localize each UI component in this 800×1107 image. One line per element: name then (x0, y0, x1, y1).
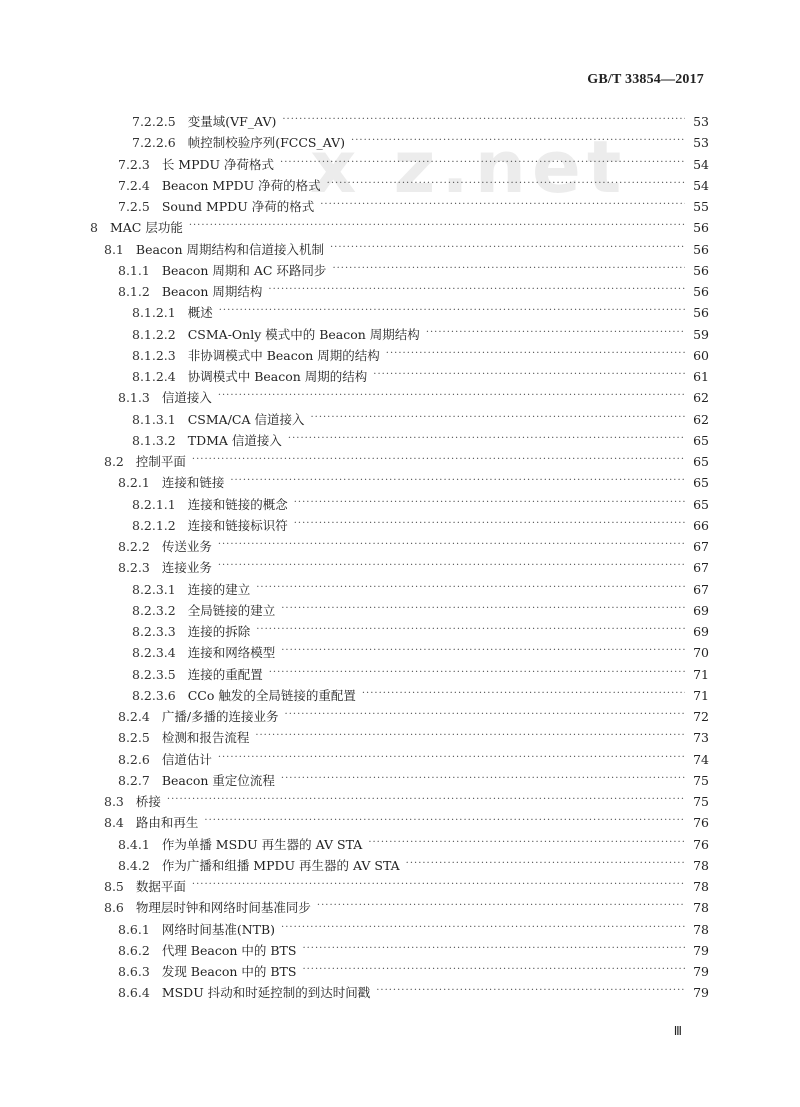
toc-entry-number: 8.2.2 (118, 539, 150, 554)
toc-leader-dots (218, 751, 685, 765)
toc-entry[interactable] (132, 363, 709, 384)
toc-leader-dots (302, 963, 685, 977)
toc-entry-page: 76 (693, 836, 709, 852)
toc-leader-dots (281, 921, 685, 935)
toc-entry[interactable] (118, 916, 709, 937)
toc-leader-dots (256, 623, 685, 637)
toc-leader-dots (218, 538, 685, 552)
toc-entry[interactable] (132, 639, 709, 660)
toc-entry-title: 概述 (187, 305, 213, 321)
toc-leader-dots (386, 347, 685, 361)
toc-entry-number: 8.5 (104, 879, 124, 894)
toc-entry-title: 物理层时钟和网络时间基准同步 (135, 900, 311, 916)
toc-entry-number: 8.4.2 (118, 857, 150, 873)
toc-leader-dots (373, 368, 685, 382)
toc-leader-dots (406, 857, 685, 871)
toc-entry-title: 检测和报告流程 (161, 730, 250, 746)
toc-entry-number: 8.1 (104, 241, 124, 257)
toc-entry-number: 8.2.3.6 (132, 687, 176, 703)
toc-entry-page: 69 (693, 624, 709, 639)
toc-leader-dots (288, 432, 685, 446)
toc-entry-number: 8.2.6 (118, 751, 150, 767)
toc-entry-number: 8.1.2.4 (132, 369, 176, 384)
toc-leader-dots (167, 793, 685, 807)
toc-entry-number: 8.2.7 (118, 772, 150, 788)
watermark: x z.net (310, 125, 628, 209)
toc-entry-number: 8.6.1 (118, 921, 150, 937)
toc-entry-number: 7.2.2.6 (132, 135, 176, 151)
toc-leader-dots (255, 729, 685, 743)
toc-entry-title: MAC 层功能 (109, 220, 183, 236)
toc-entry-title: 变量域(VF_AV) (187, 114, 277, 129)
toc-entry[interactable] (118, 937, 709, 958)
toc-entry[interactable] (118, 979, 709, 1000)
toc-entry-title: 连接业务 (161, 560, 212, 576)
toc-leader-dots (204, 814, 685, 828)
toc-entry[interactable] (118, 831, 709, 852)
toc-entry[interactable] (104, 809, 709, 830)
toc-entry-page: 67 (693, 581, 709, 597)
toc-entry-page: 53 (693, 135, 709, 151)
toc-leader-dots (302, 942, 685, 956)
toc-leader-dots (269, 666, 685, 680)
toc-entry-number: 8.6 (104, 900, 124, 916)
toc-entry-number: 7.2.2.5 (132, 114, 176, 129)
toc-entry-page: 75 (693, 772, 709, 788)
toc-entry-page: 62 (693, 390, 709, 406)
toc-entry-page: 53 (693, 114, 709, 129)
toc-entry-page: 55 (693, 199, 709, 214)
toc-entry-title: TDMA 信道接入 (187, 432, 282, 448)
toc-entry-page: 67 (693, 560, 709, 576)
toc-entry-number: 8.2.5 (118, 730, 150, 746)
toc-entry[interactable] (132, 512, 709, 533)
toc-entry-page: 75 (693, 794, 709, 809)
toc-entry-title: 广播/多播的连接业务 (161, 709, 279, 724)
toc-entry[interactable] (104, 788, 709, 809)
toc-entry[interactable] (132, 108, 709, 129)
toc-entry-title: 连接和链接 (161, 475, 225, 491)
toc-entry-page: 79 (693, 964, 709, 979)
toc-entry-title: Beacon MPDU 净荷的格式 (161, 177, 321, 193)
toc-entry-number: 7.2.5 (118, 199, 150, 214)
toc-entry[interactable] (132, 427, 709, 448)
toc-entry-number: 7.2.4 (118, 177, 150, 193)
toc-leader-dots (268, 283, 685, 297)
toc-entry-title: Sound MPDU 净荷的格式 (161, 199, 315, 214)
toc-entry[interactable] (118, 257, 709, 278)
toc-entry-title: 非协调模式中 Beacon 周期的结构 (187, 347, 380, 363)
toc-entry-number: 7.2.3 (118, 156, 150, 172)
toc-entry-page: 78 (693, 879, 709, 894)
toc-entry[interactable] (104, 236, 709, 257)
toc-entry-page: 71 (693, 687, 709, 703)
toc-leader-dots (218, 389, 685, 403)
toc-entry-number: 8.1.2 (118, 284, 150, 299)
toc-leader-dots (332, 262, 685, 276)
toc-entry-number: 8.2.3 (118, 560, 150, 576)
toc-entry-number: 8.4.1 (118, 836, 150, 852)
toc-entry-page: 78 (693, 857, 709, 873)
toc-entry-number: 8.1.2.2 (132, 326, 176, 342)
toc-entry-number: 8.2.4 (118, 709, 150, 724)
toc-entry-number: 8.2.3.2 (132, 602, 176, 618)
toc-entry-page: 73 (693, 730, 709, 746)
toc-entry[interactable] (118, 151, 709, 172)
toc-entry-title: 路由和再生 (135, 815, 199, 831)
toc-entry-page: 78 (693, 900, 709, 916)
toc-leader-dots (281, 602, 685, 616)
toc-entry-page: 56 (693, 305, 709, 321)
toc-entry[interactable] (132, 299, 709, 320)
toc-entry-page: 79 (693, 942, 709, 958)
toc-leader-dots (368, 836, 685, 850)
page-number: Ⅲ (673, 1024, 682, 1038)
toc-entry-number: 8.2.1.2 (132, 517, 176, 533)
standard-code: GB/T 33854—2017 (587, 72, 704, 87)
toc-entry-title: Beacon 周期结构 (161, 284, 263, 299)
toc-entry-number: 8 (90, 220, 98, 236)
toc-leader-dots (192, 878, 685, 892)
toc-entry-page: 59 (693, 326, 709, 342)
toc-entry-number: 8.1.2.3 (132, 347, 176, 363)
toc-entry-page: 79 (693, 985, 709, 1001)
toc-entry-number: 8.1.1 (118, 262, 150, 278)
toc-entry[interactable] (118, 278, 709, 299)
toc-entry[interactable] (118, 958, 709, 979)
toc-leader-dots (317, 899, 685, 913)
toc-entry[interactable] (104, 873, 709, 894)
toc-leader-dots (310, 411, 685, 425)
toc-entry-title: 连接的重配置 (187, 666, 263, 682)
toc-entry[interactable] (104, 448, 709, 469)
toc-entry-page: 78 (693, 921, 709, 937)
toc-entry-number: 8.2 (104, 454, 124, 469)
toc-leader-dots (376, 984, 685, 998)
toc-leader-dots (281, 772, 685, 786)
toc-entry-page: 76 (693, 815, 709, 831)
toc-entry-title: 作为广播和组播 MPDU 再生器的 AV STA (161, 857, 400, 873)
toc-entry[interactable] (132, 129, 709, 150)
toc-entry[interactable] (118, 533, 709, 554)
toc-leader-dots (285, 708, 685, 722)
toc-entry-title: 桥接 (135, 794, 161, 809)
toc-entry-title: 控制平面 (135, 454, 186, 469)
toc-leader-dots (282, 113, 685, 127)
toc-entry-page: 66 (693, 517, 709, 533)
toc-entry-title: 全局链接的建立 (187, 602, 276, 618)
toc-entry[interactable] (132, 682, 709, 703)
toc-leader-dots (362, 687, 685, 701)
toc-leader-dots (327, 177, 685, 191)
toc-entry-title: CSMA-Only 模式中的 Beacon 周期结构 (187, 326, 420, 342)
toc-entry-page: 71 (693, 666, 709, 682)
toc-entry-number: 8.1.2.1 (132, 305, 176, 321)
toc-entry-title: CCo 触发的全局链接的重配置 (187, 687, 356, 703)
toc-entry[interactable] (132, 576, 709, 597)
toc-entry[interactable] (118, 703, 709, 724)
toc-entry-page: 56 (693, 241, 709, 257)
toc-entry-number: 8.1.3.1 (132, 411, 176, 427)
toc-entry-page: 69 (693, 602, 709, 618)
toc-entry-page: 54 (693, 177, 709, 193)
toc-entry-number: 8.3 (104, 794, 124, 809)
toc-entry[interactable] (118, 469, 709, 490)
toc-leader-dots (281, 644, 685, 658)
toc-entry[interactable] (132, 491, 709, 512)
toc-leader-dots (219, 304, 685, 318)
toc-entry-page: 70 (693, 645, 709, 661)
toc-leader-dots (192, 453, 685, 467)
toc-entry-number: 8.2.3.5 (132, 666, 176, 682)
toc-entry-page: 56 (693, 220, 709, 236)
toc-entry[interactable] (132, 321, 709, 342)
toc-entry-title: 协调模式中 Beacon 周期的结构 (187, 369, 368, 384)
toc-leader-dots (351, 134, 685, 148)
toc-entry-title: 网络时间基准(NTB) (161, 921, 276, 937)
toc-entry-title: 作为单播 MSDU 再生器的 AV STA (161, 836, 363, 852)
toc-entry[interactable] (132, 618, 709, 639)
toc-entry-number: 8.1.3.2 (132, 432, 176, 448)
toc-entry-page: 62 (693, 411, 709, 427)
toc-entry[interactable] (118, 767, 709, 788)
toc-leader-dots (426, 326, 685, 340)
toc-entry-page: 61 (693, 369, 709, 384)
toc-entry-title: Beacon 周期结构和信道接入机制 (135, 241, 324, 257)
toc-entry-page: 56 (693, 262, 709, 278)
toc-entry-title: Beacon 重定位流程 (161, 772, 275, 788)
toc-entry-page: 65 (693, 475, 709, 491)
toc-entry-number: 8.6.3 (118, 964, 150, 979)
toc-entry[interactable] (118, 172, 709, 193)
toc-entry[interactable] (104, 894, 709, 915)
toc-entry-number: 8.4 (104, 815, 124, 831)
toc-leader-dots (294, 517, 685, 531)
toc-entry-title: 长 MPDU 净荷格式 (161, 156, 275, 172)
toc-entry-page: 72 (693, 709, 709, 724)
toc-entry-page: 56 (693, 284, 709, 299)
toc-entry-number: 8.1.3 (118, 390, 150, 406)
toc-entry-number: 8.2.3.4 (132, 645, 176, 661)
toc-leader-dots (218, 559, 685, 573)
toc-entry-title: CSMA/CA 信道接入 (187, 411, 305, 427)
toc-entry[interactable] (90, 214, 709, 235)
toc-entry-number: 8.6.2 (118, 942, 150, 958)
toc-entry-title: 信道估计 (161, 751, 212, 767)
toc-leader-dots (230, 474, 685, 488)
toc-entry-page: 67 (693, 539, 709, 554)
toc-entry-title: 信道接入 (161, 390, 212, 406)
toc-entry-title: 数据平面 (135, 879, 186, 894)
toc-entry[interactable] (118, 852, 709, 873)
toc-entry-page: 60 (693, 347, 709, 363)
toc-entry-page: 74 (693, 751, 709, 767)
toc-entry-title: 代理 Beacon 中的 BTS (161, 942, 297, 958)
toc-entry-number: 8.2.3.3 (132, 624, 176, 639)
toc-entry-title: 连接和链接标识符 (187, 517, 288, 533)
toc-entry-title: 发现 Beacon 中的 BTS (161, 964, 297, 979)
toc-entry[interactable] (118, 724, 709, 745)
toc-entry-number: 8.2.1.1 (132, 496, 176, 512)
toc-leader-dots (294, 496, 685, 510)
toc-entry-title: 传送业务 (161, 539, 212, 554)
toc-entry-number: 8.6.4 (118, 985, 150, 1001)
toc-entry-title: Beacon 周期和 AC 环路同步 (161, 262, 327, 278)
toc-entry[interactable] (118, 746, 709, 767)
toc-entry-number: 8.2.1 (118, 475, 150, 491)
toc-entry-title: 帧控制校验序列(FCCS_AV) (187, 135, 346, 151)
toc-entry-title: 连接和链接的概念 (187, 496, 288, 512)
toc-entry-page: 65 (693, 496, 709, 512)
toc-leader-dots (256, 581, 685, 595)
toc-entry-title: MSDU 抖动和时延控制的到达时间戳 (161, 985, 371, 1001)
toc-leader-dots (280, 156, 685, 170)
toc-entry[interactable] (132, 342, 709, 363)
toc-leader-dots (330, 241, 685, 255)
toc-entry-number: 8.2.3.1 (132, 581, 176, 597)
toc-entry-page: 65 (693, 454, 709, 469)
toc-entry[interactable] (118, 554, 709, 575)
toc-entry-title: 连接的建立 (187, 581, 251, 597)
toc-entry-page: 54 (693, 156, 709, 172)
toc-entry-title: 连接和网络模型 (187, 645, 276, 661)
toc-entry[interactable] (132, 597, 709, 618)
toc-entry[interactable] (118, 193, 709, 214)
toc-entry[interactable] (132, 406, 709, 427)
toc-entry[interactable] (132, 661, 709, 682)
toc-entry-page: 65 (693, 432, 709, 448)
toc-leader-dots (320, 198, 685, 212)
toc-leader-dots (189, 219, 685, 233)
toc-entry-title: 连接的拆除 (187, 624, 251, 639)
toc-entry[interactable] (118, 384, 709, 405)
